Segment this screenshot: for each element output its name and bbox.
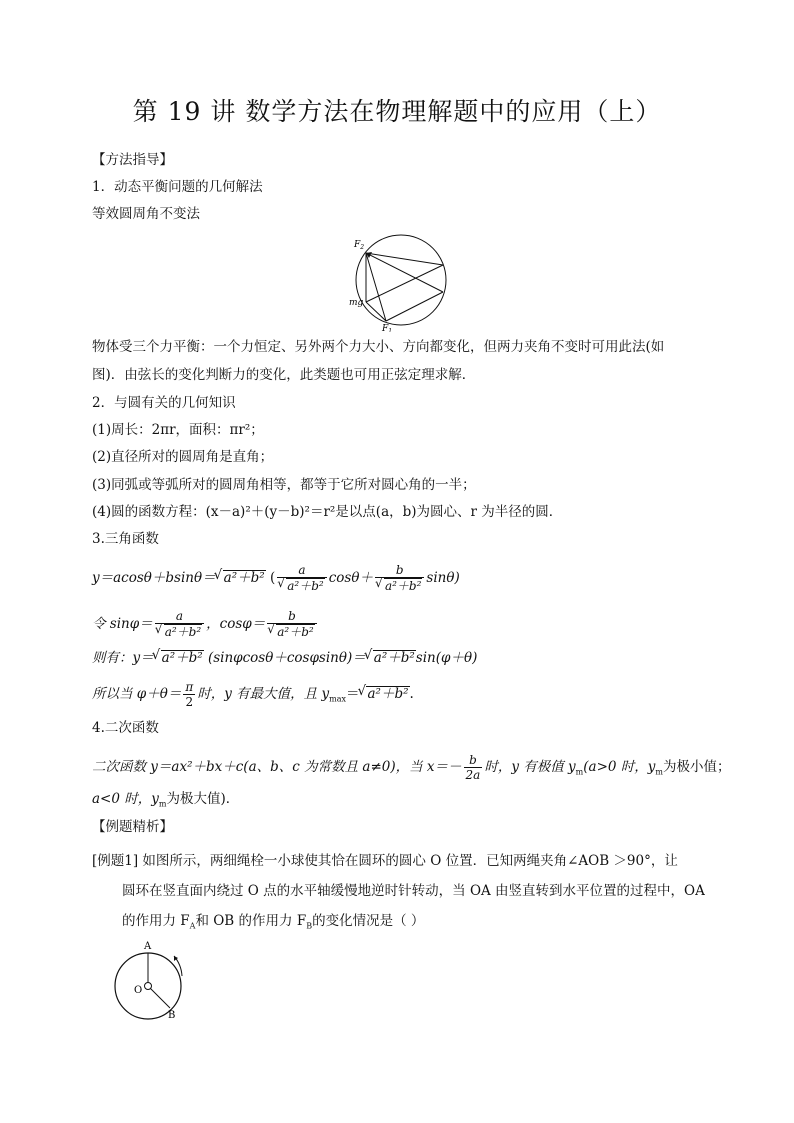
item2-title: 2．与圆有关的几何知识 — [92, 395, 236, 411]
example1-line-1: [例题1] 如图所示，两细绳栓一小球使其恰在圆环的圆心 O 位置．已知两绳夹角∠AOB ＞90°，让 — [92, 853, 678, 869]
paragraph-line-2: 图)．由弦长的变化判断力的变化，此类题也可用正弦定理求解． — [92, 367, 476, 383]
ball — [145, 983, 152, 990]
sqrt-a2b2: √ a²＋b² — [161, 650, 204, 666]
fraction-denominator: √ a²＋b² — [286, 578, 324, 594]
trig-formula-4 — [92, 680, 414, 710]
fraction-numerator: b — [464, 753, 483, 768]
fraction-denominator: 2a — [465, 768, 481, 782]
fraction-b-over-2a — [464, 753, 483, 782]
label-mg: mg — [349, 298, 364, 308]
fraction-numerator: b — [267, 609, 316, 624]
label-a: A — [144, 941, 152, 952]
quadratic-start: 二次函数 y＝ax²＋bx＋c(a、b、c 为常数且 a≠0)，当 x＝－ — [92, 759, 462, 775]
fraction-numerator: π — [185, 680, 194, 694]
item2-line-1: (1)周长：2πr，面积：πr²； — [92, 422, 264, 438]
item2-line-4: (4)圆的函数方程：(x－a)²＋(y－b)²＝r²是以点(a，b)为圆心、r 为半径的圆． — [92, 504, 563, 520]
string-ob — [148, 986, 170, 1008]
a-positive-text: (a>0 时，y — [583, 759, 656, 775]
item2-line-2: (2)直径所对的圆周角是直角； — [92, 449, 274, 465]
trig-formula-2 — [92, 609, 319, 640]
a-negative-text: a<0 时，y — [92, 791, 159, 807]
page-title: 第 19 讲 数学方法在物理解题中的应用（上） — [132, 97, 662, 126]
cos-phi: ，cosφ＝ — [206, 616, 266, 632]
sin-term: sinθ) — [426, 570, 460, 586]
item1-subtitle: 等效圆周角不变法 — [92, 206, 200, 222]
subscript-m: m — [158, 799, 167, 809]
quadratic-line-1 — [92, 753, 731, 783]
fraction-denominator: √ a²＋b² — [164, 624, 202, 640]
sqrt-a2b2: √ a²＋b² — [223, 570, 266, 586]
method-heading: 【方法指导】 — [92, 152, 173, 168]
equals: ＝ — [345, 686, 360, 702]
subscript-m: m — [575, 767, 584, 777]
fraction-numerator: b — [375, 563, 424, 578]
item4-title: 4.二次函数 — [92, 720, 159, 736]
subscript-max: max — [329, 694, 346, 704]
label-f2: $F_2$ — [354, 240, 365, 251]
chord-f2-bottom — [366, 253, 386, 321]
sum-formula: (sinφcosθ＋cosφsinθ)＝ — [207, 650, 366, 666]
item2-line-3: (3)同弧或等弧所对的圆周角相等，都等于它所对圆心角的一半； — [92, 477, 476, 493]
fraction-denominator: 2 — [185, 695, 194, 709]
maximum-text: 为极大值)． — [166, 791, 240, 807]
label-f1: $F_1$ — [382, 324, 393, 332]
force-fa-text: 的作用力 F — [122, 913, 190, 929]
fraction-a-over-sqrt — [277, 563, 326, 594]
extreme-value-text: 时，y 有极值 y — [484, 759, 576, 775]
cos-term: cosθ＋ — [328, 570, 373, 586]
trig-formula-3 — [92, 648, 477, 668]
sqrt-a2b2: √ a²＋b² — [366, 686, 409, 702]
trig-formula-1 — [92, 563, 460, 594]
subscript-a: A — [189, 921, 196, 931]
fraction-b-over-sqrt — [267, 609, 316, 640]
period: . — [409, 686, 414, 702]
subscript-b: B — [306, 921, 313, 931]
minimum-text: 为极小值； — [663, 759, 731, 775]
label-o: O — [134, 985, 143, 996]
fraction-numerator: a — [155, 609, 204, 624]
example1-line-3 — [92, 911, 424, 937]
force-circle-figure — [346, 232, 456, 332]
item3-title: 3.三角函数 — [92, 531, 159, 547]
fraction-pi-over-2 — [183, 680, 195, 709]
sin-phi-theta: sin(φ＋θ) — [415, 650, 478, 666]
question-text: 的变化情况是（ ） — [312, 913, 425, 929]
example-heading: 【例题精析】 — [92, 819, 173, 835]
when-phi-theta: 所以当 φ＋θ＝ — [92, 686, 182, 702]
trig-formula-1-start: y＝acosθ＋bsinθ＝ — [92, 570, 216, 586]
fraction-numerator: a — [277, 563, 326, 578]
example1-line-2: 圆环在竖直面内绕过 O 点的水平轴缓慢地逆时针转动，当 OA 由竖直转到水平位置的过程中，OA — [122, 883, 705, 899]
fraction-b-over-sqrt — [375, 563, 424, 594]
sqrt-a2b2: √ a²＋b² — [373, 650, 416, 666]
label-b: B — [168, 1010, 176, 1021]
subscript-m: m — [655, 767, 663, 777]
let-sin-phi: 令 sinφ＝ — [92, 616, 153, 632]
fraction-denominator: √ a²＋b² — [276, 624, 314, 640]
item1-title: 1．动态平衡问题的几何解法 — [92, 179, 263, 195]
circle-outline — [356, 235, 446, 325]
chord-f1-right — [386, 292, 443, 321]
open-paren: ( — [269, 570, 276, 586]
ring-figure — [110, 938, 200, 1022]
paragraph-line-1: 物体受三个力平衡：一个力恒定、另外两个力大小、方向都变化，但两力夹角不变时可用此法(如 — [92, 339, 665, 355]
force-fb-text: 和 OB 的作用力 F — [195, 913, 307, 929]
fraction-a-over-sqrt — [155, 609, 204, 640]
chord-mg-right — [366, 265, 443, 302]
then-y: 则有：y＝ — [92, 650, 154, 666]
max-text: 时，y 有最大值，且 y — [197, 686, 330, 702]
quadratic-line-2 — [92, 789, 239, 815]
fraction-denominator: √ a²＋b² — [384, 578, 422, 594]
